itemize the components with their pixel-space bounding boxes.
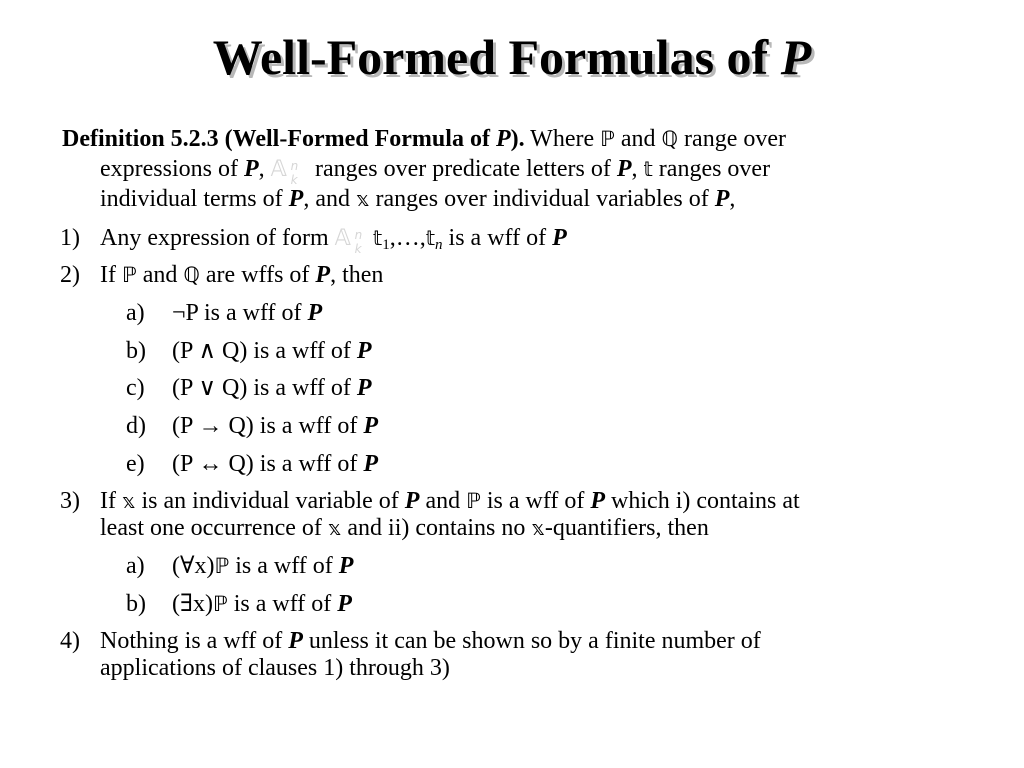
- slide-title: [0, 29, 1024, 85]
- clause-1-number: 1): [60, 225, 80, 251]
- text: is a wff of: [227, 591, 338, 617]
- formula: (P ∧ Q): [172, 338, 248, 364]
- clause-2-line: [100, 260, 383, 290]
- text: is a wff of: [253, 451, 364, 477]
- formula: ¬P: [172, 300, 198, 326]
- text: is a wff of: [229, 553, 339, 579]
- text: which i) contains at: [605, 488, 800, 514]
- var-P: P: [552, 225, 567, 251]
- text: range over: [678, 126, 786, 152]
- text: and: [614, 126, 662, 152]
- clause-2e-line: [172, 449, 378, 479]
- predicate-letter-symbol: [334, 226, 363, 256]
- symbol-A-sup: n: [290, 159, 299, 173]
- var-P: P: [363, 413, 378, 439]
- symbol-A-sub: k: [290, 173, 298, 187]
- var-P: P: [243, 156, 259, 182]
- clause-4-line-2: [100, 653, 450, 683]
- definition-line-1: [62, 124, 786, 154]
- text: least one occurrence of: [100, 515, 328, 541]
- definition-head-end: ).: [510, 126, 525, 152]
- formula: (P → Q): [172, 413, 254, 439]
- text: and: [136, 262, 184, 288]
- var-P: P: [714, 186, 730, 212]
- symbol-P: ℙ: [600, 127, 615, 151]
- clause-3-number: 3): [60, 488, 80, 514]
- var-P: P: [315, 262, 331, 288]
- text: is a wff of: [247, 338, 357, 364]
- clause-3a-label: a): [126, 553, 145, 579]
- quantifier: (∃x): [172, 591, 214, 617]
- var-P: P: [288, 186, 304, 212]
- symbol-x: 𝕩: [327, 516, 342, 540]
- text: individual terms of: [100, 186, 289, 212]
- predicate-letter-symbol: [270, 157, 299, 187]
- symbol-P: ℙ: [213, 592, 228, 616]
- clause-2-number: 2): [60, 262, 80, 288]
- clause-2c-line: [172, 373, 372, 403]
- formula: (P ↔ Q): [172, 451, 254, 477]
- clause-2b-line: [172, 336, 372, 366]
- clause-2c-label: c): [126, 375, 145, 401]
- symbol-P: ℙ: [466, 489, 481, 513]
- text: expressions of: [100, 156, 244, 182]
- text: applications of clauses 1) through 3): [100, 655, 450, 681]
- symbol-P: ℙ: [121, 263, 137, 287]
- symbol-t: 𝕥: [643, 157, 653, 181]
- clause-1-line: [100, 223, 567, 260]
- var-P: P: [338, 553, 354, 579]
- symbol-t: 𝕥: [372, 226, 383, 250]
- text: If: [100, 262, 122, 288]
- symbol-A: 𝔸: [334, 226, 351, 251]
- text: is a wff of: [480, 488, 591, 514]
- dots: ,…,: [389, 225, 426, 251]
- symbol-x: 𝕩: [121, 489, 136, 513]
- clause-2a-line: [172, 298, 322, 328]
- symbol-A-sup: n: [354, 228, 363, 242]
- var-P: P: [337, 591, 352, 617]
- clause-3-line-1: [100, 486, 800, 516]
- text: , and: [303, 186, 356, 212]
- definition-line-2: [100, 154, 770, 185]
- definition-line-3: [100, 184, 735, 214]
- text: ,: [729, 186, 736, 212]
- var-P: P: [356, 338, 372, 364]
- var-P: P: [616, 156, 632, 182]
- definition-head-var: P: [495, 126, 511, 152]
- text: are wffs of: [199, 262, 316, 288]
- text: is a wff of: [253, 413, 364, 439]
- text: Where: [524, 126, 601, 152]
- text: is a wff of: [442, 225, 553, 251]
- clause-2d-line: [172, 411, 378, 441]
- formula: (P ∨ Q): [172, 375, 248, 401]
- title-var: P: [780, 29, 812, 85]
- text: Nothing is a wff of: [100, 628, 289, 654]
- text: is an individual variable of: [135, 488, 405, 514]
- text: ranges over: [652, 156, 771, 182]
- var-P: P: [356, 375, 372, 401]
- symbol-Q: ℚ: [661, 127, 679, 151]
- symbol-x: 𝕩: [355, 187, 370, 211]
- var-P: P: [363, 451, 378, 477]
- title-text: Well-Formed Formulas of: [212, 29, 781, 85]
- symbol-A: 𝔸: [270, 157, 287, 182]
- subscript-n: n: [435, 237, 443, 253]
- var-P: P: [404, 488, 420, 514]
- var-P: P: [590, 488, 606, 514]
- clause-2a-label: a): [126, 300, 145, 326]
- clause-3b-line: [172, 589, 352, 619]
- quantifier: (∀x): [172, 553, 215, 579]
- text: , then: [330, 262, 384, 288]
- text: and: [419, 488, 467, 514]
- clause-2d-label: d): [126, 413, 146, 439]
- var-P: P: [307, 300, 323, 326]
- subscript-1: 1: [382, 237, 390, 253]
- symbol-x: 𝕩: [531, 516, 545, 540]
- text: ranges over predicate letters of: [308, 156, 617, 182]
- symbol-t: 𝕥: [425, 226, 436, 250]
- text: ranges over individual variables of: [369, 186, 715, 212]
- text: -quantifiers, then: [544, 515, 709, 541]
- clause-4-number: 4): [60, 628, 80, 654]
- symbol-A-sub: k: [354, 242, 362, 256]
- clause-3-line-2: [100, 513, 709, 543]
- clause-4-line-1: [100, 626, 761, 656]
- var-P: P: [288, 628, 303, 654]
- clause-3b-label: b): [126, 591, 146, 617]
- clause-2b-label: b): [126, 338, 146, 364]
- text: ,: [258, 156, 271, 182]
- text: is a wff of: [247, 375, 357, 401]
- text: If: [100, 488, 122, 514]
- clause-2e-label: e): [126, 451, 145, 477]
- text: unless it can be shown so by a finite number of: [302, 628, 761, 654]
- text: and ii) contains no: [341, 515, 532, 541]
- symbol-Q: ℚ: [183, 263, 200, 287]
- symbol-P: ℙ: [214, 554, 230, 578]
- text: Any expression of form: [100, 225, 335, 251]
- definition-head: Definition 5.2.3 (Well-Formed Formula of: [62, 126, 496, 152]
- clause-3a-line: [172, 551, 353, 581]
- text: is a wff of: [198, 300, 308, 326]
- text: ,: [631, 156, 644, 182]
